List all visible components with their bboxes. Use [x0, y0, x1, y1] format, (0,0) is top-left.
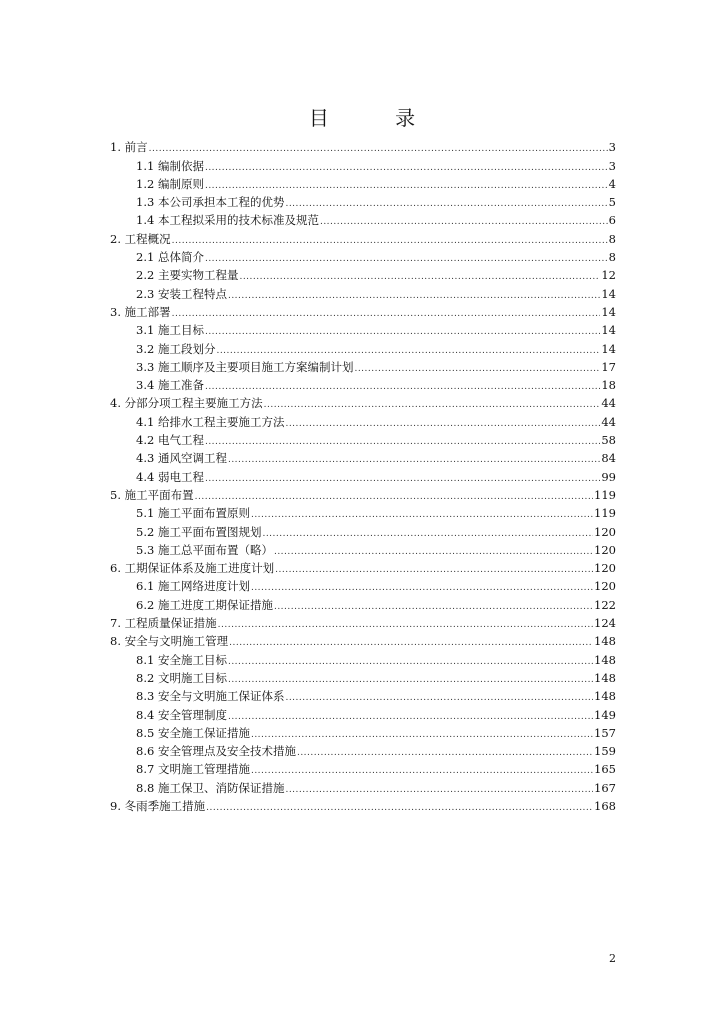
toc-subentry[interactable] — [110, 447, 616, 465]
dot-leader — [195, 488, 593, 502]
dot-leader — [228, 451, 600, 465]
page-number: 2 — [609, 952, 616, 965]
toc-entry-page: 14 — [601, 304, 616, 319]
toc-entry[interactable] — [110, 557, 616, 575]
toc-entry-label: 3.4 施工准备 — [136, 378, 204, 393]
toc-entry-page: 120 — [594, 524, 616, 539]
toc-title: 目 录 — [308, 106, 446, 130]
toc-entry-label: 3.3 施工顺序及主要项目施工方案编制计划 — [136, 359, 354, 374]
toc-entry[interactable] — [110, 227, 616, 245]
toc-subentry[interactable] — [110, 520, 616, 538]
toc-entry-label: 5.3 施工总平面布置（略） — [136, 542, 273, 557]
toc-entry-page: 165 — [594, 762, 616, 777]
toc-entry[interactable] — [110, 136, 616, 154]
toc-entry-label: 3.2 施工段划分 — [136, 341, 216, 356]
toc-entry-page: 8 — [608, 250, 616, 265]
dot-leader — [285, 415, 600, 429]
toc-subentry[interactable] — [110, 722, 616, 740]
toc-subentry[interactable] — [110, 758, 616, 776]
toc-entry-label: 2.3 安装工程特点 — [136, 286, 227, 301]
toc-entry-page: 120 — [594, 542, 616, 557]
toc-entry-page: 148 — [594, 652, 616, 667]
toc-subentry[interactable] — [110, 502, 616, 520]
toc-entry-page: 3 — [608, 140, 616, 155]
toc-entry-label: 4.3 通风空调工程 — [136, 451, 227, 466]
toc-entry-page: 99 — [601, 469, 616, 484]
toc-entry-page: 14 — [601, 323, 616, 338]
toc-entry-label: 8.4 安全管理制度 — [136, 707, 227, 722]
toc-subentry[interactable] — [110, 465, 616, 483]
toc-entry-page: 58 — [601, 433, 616, 448]
toc-subentry[interactable] — [110, 173, 616, 191]
toc-entry-page: 12 — [601, 268, 616, 283]
dot-leader — [205, 250, 608, 264]
toc-entry-label: 8.2 文明施工目标 — [136, 670, 227, 685]
toc-entry-label: 4.4 弱电工程 — [136, 469, 204, 484]
toc-subentry[interactable] — [110, 191, 616, 209]
toc-entry-page: 149 — [594, 707, 616, 722]
toc-entry-page: 119 — [594, 506, 616, 521]
toc-subentry[interactable] — [110, 337, 616, 355]
dot-leader — [251, 762, 593, 776]
toc-subentry[interactable] — [110, 648, 616, 666]
dot-leader — [275, 561, 593, 575]
toc-entry-page: 44 — [601, 396, 616, 411]
toc-entry-page: 5 — [608, 195, 616, 210]
toc-entry-label: 8.6 安全管理点及安全技术措施 — [136, 744, 296, 759]
toc-entry-label: 1.3 本公司承担本工程的优势 — [136, 195, 285, 210]
toc-entry-label: 3. 施工部署 — [110, 304, 171, 319]
toc-entry-page: 159 — [594, 744, 616, 759]
toc-entry-label: 2.2 主要实物工程量 — [136, 268, 239, 283]
toc-entry-label: 8.3 安全与文明施工保证体系 — [136, 689, 285, 704]
toc-entry-label: 6.1 施工网络进度计划 — [136, 579, 250, 594]
toc-entry-page: 44 — [601, 414, 616, 429]
dot-leader — [285, 195, 607, 209]
dot-leader — [285, 689, 593, 703]
toc-entry[interactable] — [110, 630, 616, 648]
toc-subentry[interactable] — [110, 703, 616, 721]
toc-entry-label: 8.1 安全施工目标 — [136, 652, 227, 667]
toc-entry-page: 18 — [601, 378, 616, 393]
dot-leader — [218, 616, 593, 630]
toc-subentry[interactable] — [110, 429, 616, 447]
toc-subentry[interactable] — [110, 246, 616, 264]
toc-entry-label: 6.2 施工进度工期保证措施 — [136, 597, 273, 612]
dot-leader — [205, 378, 600, 392]
toc-entry-page: 3 — [608, 158, 616, 173]
toc-subentry[interactable] — [110, 374, 616, 392]
toc-entry-label: 3.1 施工目标 — [136, 323, 204, 338]
toc-entry-label: 5.1 施工平面布置原则 — [136, 506, 250, 521]
toc-entry-page: 124 — [594, 616, 616, 631]
dot-leader — [228, 671, 593, 685]
dot-leader — [354, 360, 600, 374]
toc-entry-label: 8.5 安全施工保证措施 — [136, 725, 250, 740]
toc-entry-label: 5.2 施工平面布置图规划 — [136, 524, 262, 539]
toc-entry-page: 14 — [601, 286, 616, 301]
toc-entry-label: 4. 分部分项工程主要施工方法 — [110, 396, 263, 411]
toc-subentry[interactable] — [110, 740, 616, 758]
toc-entry[interactable] — [110, 484, 616, 502]
dot-leader — [205, 470, 600, 484]
dot-leader — [264, 396, 601, 410]
toc-entry-label: 8. 安全与文明施工管理 — [110, 634, 229, 649]
dot-leader — [172, 305, 601, 319]
dot-leader — [205, 159, 608, 173]
toc-entry[interactable] — [110, 795, 616, 813]
toc-entry[interactable] — [110, 612, 616, 630]
toc-subentry[interactable] — [110, 264, 616, 282]
dot-leader — [216, 342, 600, 356]
toc-entry-page: 120 — [594, 579, 616, 594]
toc-entry[interactable] — [110, 301, 616, 319]
toc-subentry[interactable] — [110, 356, 616, 374]
dot-leader — [228, 708, 593, 722]
toc-entry-page: 8 — [608, 231, 616, 246]
toc-entry-page: 17 — [601, 359, 616, 374]
toc-entry-label: 9. 冬雨季施工措施 — [110, 798, 206, 813]
toc-subentry[interactable] — [110, 667, 616, 685]
toc-entry-label: 1.1 编制依据 — [136, 158, 204, 173]
toc-entry-page: 167 — [594, 780, 616, 795]
toc-entry-label: 7. 工程质量保证措施 — [110, 616, 217, 631]
toc-entry-label: 1.2 编制原则 — [136, 176, 204, 191]
toc-entry-label: 2.1 总体简介 — [136, 250, 204, 265]
dot-leader — [206, 799, 593, 813]
toc-entry-label: 1. 前言 — [110, 140, 148, 155]
toc-subentry[interactable] — [110, 282, 616, 300]
dot-leader — [205, 177, 608, 191]
dot-leader — [251, 726, 593, 740]
toc-entry-label: 4.2 电气工程 — [136, 433, 204, 448]
toc-entry[interactable] — [110, 392, 616, 410]
dot-leader — [172, 232, 608, 246]
toc-entry-label: 5. 施工平面布置 — [110, 487, 194, 502]
toc-entry-page: 4 — [608, 176, 616, 191]
toc-entry-label: 8.8 施工保卫、消防保证措施 — [136, 780, 285, 795]
toc-entry-page: 148 — [594, 634, 616, 649]
table-of-contents — [110, 136, 616, 813]
dot-leader — [149, 140, 608, 154]
toc-subentry[interactable] — [110, 209, 616, 227]
toc-subentry[interactable] — [110, 319, 616, 337]
toc-subentry[interactable] — [110, 593, 616, 611]
dot-leader — [262, 525, 593, 539]
toc-entry-page: 157 — [594, 725, 616, 740]
toc-entry-page: 119 — [594, 487, 616, 502]
dot-leader — [274, 543, 593, 557]
toc-entry-label: 1.4 本工程拟采用的技术标准及规范 — [136, 213, 319, 228]
toc-entry-page: 122 — [594, 597, 616, 612]
toc-entry-page: 120 — [594, 561, 616, 576]
toc-entry-label: 2. 工程概况 — [110, 231, 171, 246]
toc-subentry[interactable] — [110, 410, 616, 428]
dot-leader — [285, 781, 593, 795]
dot-leader — [205, 433, 600, 447]
toc-subentry[interactable] — [110, 685, 616, 703]
dot-leader — [229, 634, 593, 648]
dot-leader — [239, 268, 600, 282]
dot-leader — [228, 287, 600, 301]
toc-entry-label: 6. 工期保证体系及施工进度计划 — [110, 561, 275, 576]
toc-subentry[interactable] — [110, 539, 616, 557]
toc-subentry[interactable] — [110, 776, 616, 794]
toc-entry-label: 4.1 给排水工程主要施工方法 — [136, 414, 285, 429]
toc-entry-page: 84 — [601, 451, 616, 466]
dot-leader — [205, 323, 600, 337]
dot-leader — [320, 213, 608, 227]
toc-entry-label: 8.7 文明施工管理措施 — [136, 762, 250, 777]
dot-leader — [251, 579, 593, 593]
toc-entry-page: 14 — [601, 341, 616, 356]
toc-entry-page: 148 — [594, 670, 616, 685]
toc-entry-page: 6 — [608, 213, 616, 228]
dot-leader — [228, 653, 593, 667]
dot-leader — [274, 598, 593, 612]
dot-leader — [251, 506, 593, 520]
dot-leader — [297, 744, 593, 758]
toc-subentry[interactable] — [110, 154, 616, 172]
toc-entry-page: 148 — [594, 689, 616, 704]
toc-entry-page: 168 — [594, 798, 616, 813]
toc-subentry[interactable] — [110, 575, 616, 593]
